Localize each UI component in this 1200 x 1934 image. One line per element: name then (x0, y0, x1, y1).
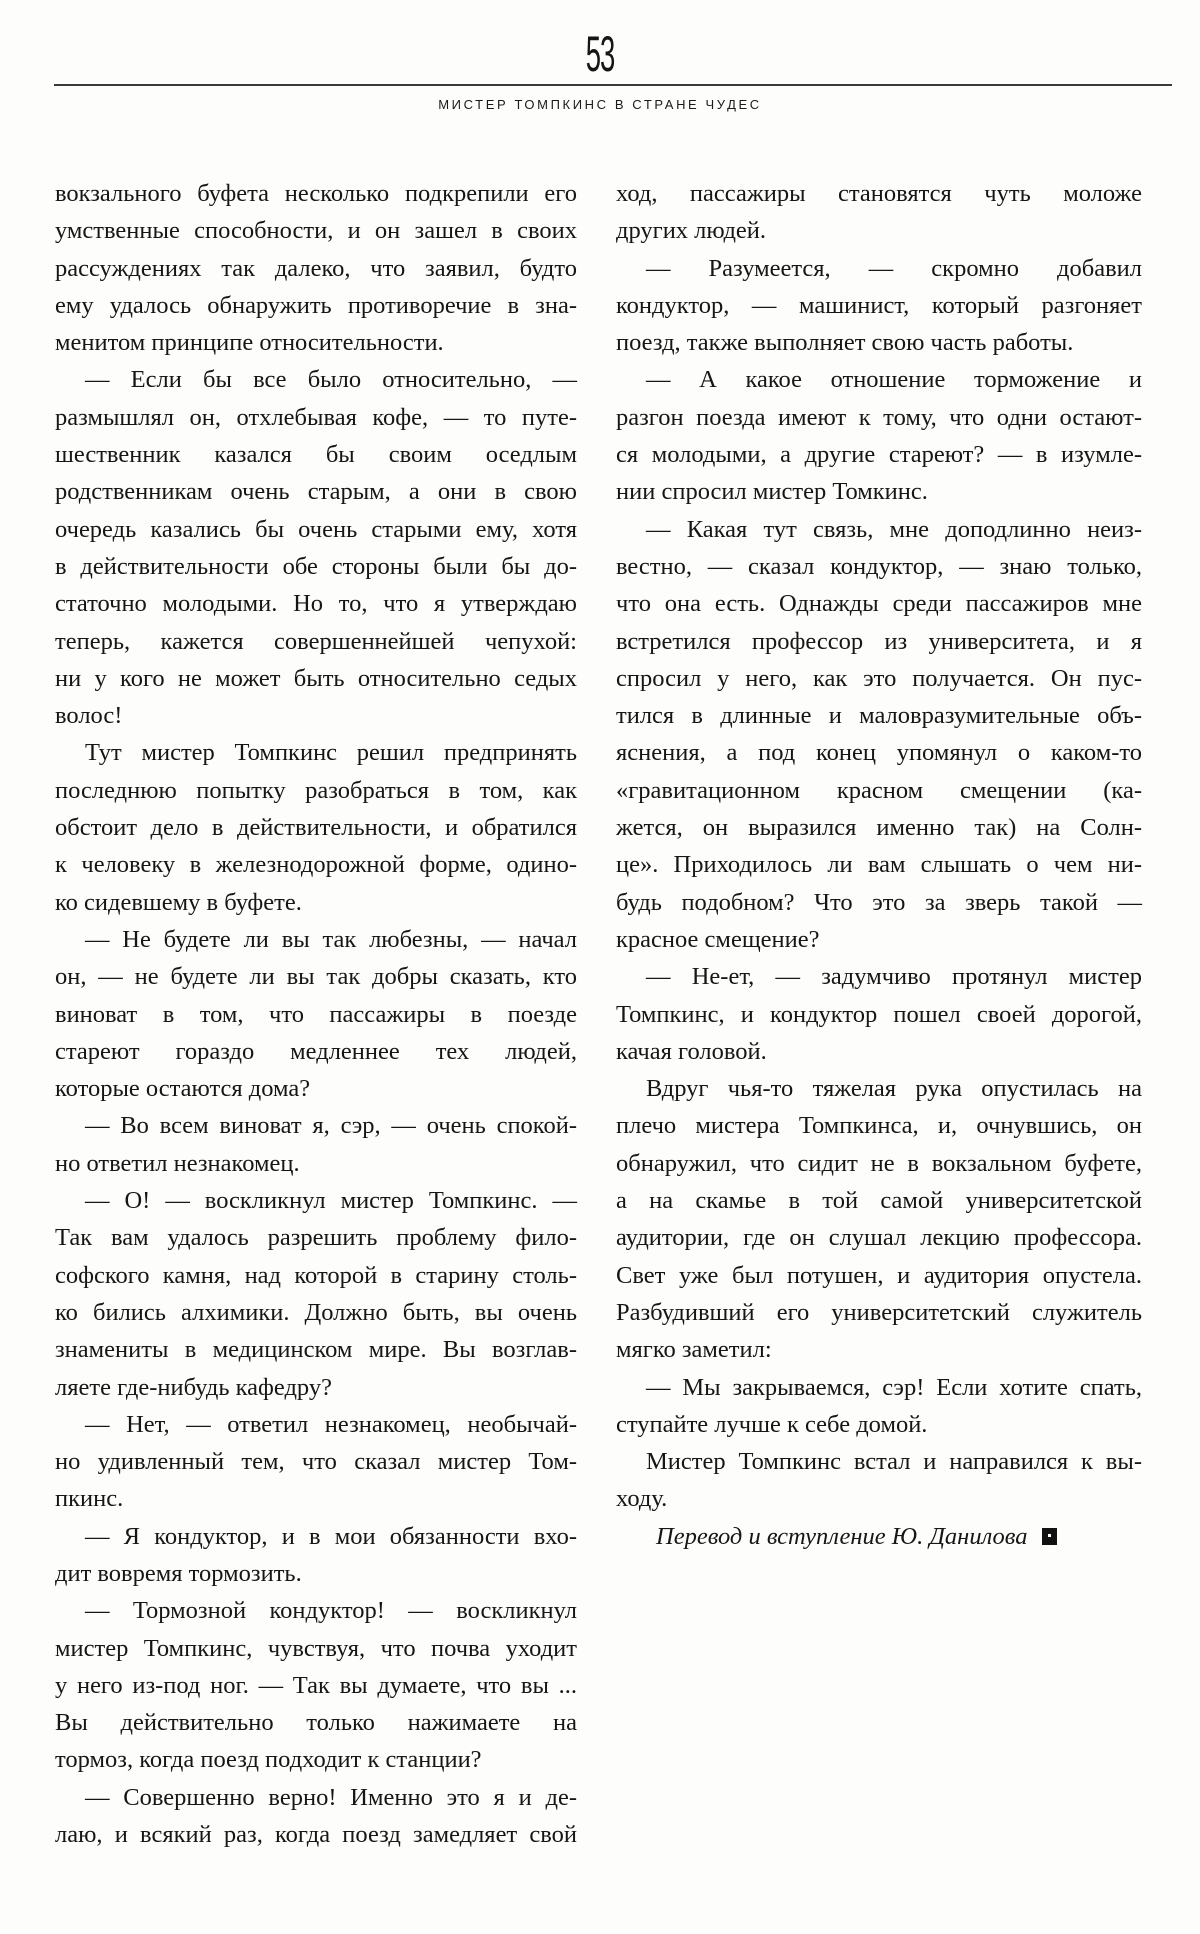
text-line: знамениты в медицинском мире. Вы возглав- (55, 1336, 577, 1364)
text-line: поезд, также выполняет свою часть работы. (616, 329, 1074, 357)
text-line: будь подобном? Что это за зверь такой — (616, 888, 1142, 916)
text-line: ляете где-нибудь кафедру? (55, 1373, 332, 1401)
translator-credit (616, 1518, 1142, 1555)
text-line: — Не будете ли вы так любезны, — начал (85, 925, 577, 953)
text-line: — Совершенно верно! Именно это я и де- (85, 1783, 577, 1811)
text-line: мягко заметил: (616, 1336, 772, 1364)
paragraph (616, 361, 1142, 510)
page-number: 53 (585, 26, 615, 82)
header-rule (54, 84, 1172, 86)
text-line: размышлял он, отхлебывая кофе, — то путе- (55, 403, 577, 431)
text-line: к человеку в железнодорожной форме, одино- (55, 851, 577, 879)
text-line: других людей. (616, 217, 767, 245)
text-line: — Разумеется, — скромно добавил (646, 254, 1142, 282)
text-line: обстоит дело в действительности, и обратился (55, 814, 577, 842)
text-line: ся молодыми, а другие стареют? — в изумле- (616, 441, 1142, 469)
text-line: лаю, и всякий раз, когда поезд замедляет свой (55, 1821, 577, 1849)
paragraph (616, 250, 1142, 362)
paragraph (616, 1369, 1142, 1444)
text-line: «гравитационном красном смещении (ка- (616, 776, 1142, 804)
paragraph (55, 734, 577, 920)
paragraph (55, 1779, 577, 1854)
paragraph (616, 1443, 1142, 1518)
text-line: ступайте лучше к себе домой. (616, 1410, 928, 1438)
text-line: — Нет, — ответил незнакомец, необычай- (85, 1410, 577, 1438)
paragraph (616, 958, 1142, 1070)
text-line: вокзального буфета несколько подкрепили его (55, 180, 577, 207)
text-line: Разбудивший его университетский служитель (616, 1298, 1142, 1326)
text-line: Вы действительно только нажимаете на (55, 1709, 577, 1737)
text-line: волос! (55, 702, 123, 730)
text-line: це». Приходилось ли вам слышать о чем ни- (616, 851, 1142, 879)
text-line: встретился профессор из университета, и я (616, 627, 1142, 655)
text-line: но ответил незнакомец. (55, 1149, 300, 1177)
text-line: плечо мистера Томпкинса, и, очнувшись, он (616, 1112, 1142, 1140)
text-line: ко бились алхимики. Должно быть, вы очень (55, 1298, 577, 1326)
text-line: нии спросил мистер Томкинс. (616, 478, 928, 506)
paragraph (55, 1406, 577, 1518)
text-line: софского камня, над которой в старину столь- (55, 1261, 577, 1289)
text-line: у него из-под ног. — Так вы думаете, что вы ... (55, 1671, 577, 1699)
text-line: кондуктор, — машинист, который разгоняет (616, 291, 1142, 319)
text-line: ход, пассажиры становятся чуть моложе (616, 180, 1142, 207)
left-column (55, 175, 577, 1853)
text-line: — Если бы все было относительно, — (85, 366, 577, 394)
text-line: — А какое отношение торможение и (646, 366, 1142, 394)
paragraph (55, 1182, 577, 1406)
text-line: разгон поезда имеют к тому, что одни остают- (616, 403, 1142, 431)
text-line: последнюю попытку разобраться в том, как (55, 776, 577, 804)
text-line: тился в длинные и маловразумительные объ- (616, 702, 1142, 730)
paragraph (616, 175, 1142, 250)
text-line: но удивленный тем, что сказал мистер Том- (55, 1448, 577, 1476)
text-line: — Во всем виноват я, сэр, — очень спокой- (85, 1112, 577, 1140)
paragraph (55, 921, 577, 1107)
text-line: умственные способности, и он зашел в своих (55, 217, 577, 245)
text-line: Свет уже был потушен, и аудитория опустела. (616, 1261, 1142, 1289)
credit-text: Перевод и вступление Ю. Данилова (656, 1522, 1028, 1550)
text-line: родственникам очень старым, а они в свою (55, 478, 577, 506)
text-line: красное смещение? (616, 925, 820, 953)
text-line: жется, он выразился именно так) на Солн- (616, 814, 1142, 842)
text-line: качая головой. (616, 1037, 767, 1065)
text-line: Вдруг чья-то тяжелая рука опустилась на (646, 1075, 1142, 1103)
text-line: Томпкинс, и кондуктор пошел своей дорогой, (616, 1000, 1142, 1028)
text-line: пкинс. (55, 1485, 124, 1513)
text-line: очередь казались бы очень старыми ему, хотя (55, 515, 577, 543)
text-line: ему удалось обнаружить противоречие в зна- (55, 291, 577, 319)
text-line: — Тормозной кондуктор! — воскликнул (85, 1597, 577, 1625)
text-line: Так вам удалось разрешить проблему фило- (55, 1224, 577, 1252)
text-line: — Мы закрываемся, сэр! Если хотите спать, (646, 1373, 1142, 1401)
text-line: обнаружил, что сидит не в вокзальном буфете, (616, 1149, 1142, 1177)
text-line: которые остаются дома? (55, 1075, 311, 1103)
text-line: тормоз, когда поезд подходит к станции? (55, 1746, 482, 1774)
text-line: он, — не будете ли вы так добры сказать, кто (55, 963, 577, 991)
text-line: теперь, кажется совершеннейшей чепухой: (55, 627, 577, 655)
text-line: — Не-ет, — задумчиво протянул мистер (646, 963, 1142, 991)
text-line: — Какая тут связь, мне доподлинно неиз- (646, 515, 1142, 543)
paragraph (55, 1518, 577, 1593)
text-line: вестно, — сказал кондуктор, — знаю только, (616, 552, 1142, 580)
paragraph (55, 1107, 577, 1182)
paragraph (55, 361, 577, 734)
text-line: что она есть. Однажды среди пассажиров мне (616, 590, 1142, 618)
text-line: виноват в том, что пассажиры в поезде (55, 1000, 577, 1028)
text-line: в действительности обе стороны были бы до- (55, 552, 577, 580)
text-line: менитом принципе относительности. (55, 329, 444, 357)
text-line: дит вовремя тормозить. (55, 1559, 302, 1587)
end-mark-icon (1042, 1528, 1057, 1545)
paragraph (55, 1592, 577, 1778)
text-line: — Я кондуктор, и в мои обязанности вхо- (85, 1522, 577, 1550)
text-line: а на скамье в той самой университетской (616, 1187, 1142, 1215)
text-line: рассуждениях так далеко, что заявил, будто (55, 254, 577, 282)
text-line: Мистер Томпкинс встал и направился к вы- (646, 1448, 1142, 1476)
paragraph (616, 511, 1142, 959)
text-line: мистер Томпкинс, чувствуя, что почва уходит (55, 1634, 577, 1662)
text-line: яснения, а под конец упомянул о каком-то (616, 739, 1142, 767)
right-column (616, 175, 1142, 1555)
text-line: — О! — воскликнул мистер Томпкинс. — (85, 1187, 577, 1215)
text-line: статочно молодыми. Но то, что я утверждаю (55, 590, 577, 618)
text-line: шественник казался бы своим оседлым (55, 441, 577, 469)
paragraph (616, 1070, 1142, 1368)
text-line: спросил у него, как это получается. Он пус- (616, 664, 1142, 692)
paragraph (55, 175, 577, 361)
text-line: ко сидевшему в буфете. (55, 888, 302, 916)
text-line: ходу. (616, 1485, 668, 1513)
running-title: МИСТЕР ТОМПКИНС В СТРАНЕ ЧУДЕС (438, 97, 762, 112)
text-line: аудитории, где он слушал лекцию профессора. (616, 1224, 1142, 1252)
text-line: стареют гораздо медленнее тех людей, (55, 1037, 577, 1065)
text-line: ни у кого не может быть относительно седых (55, 664, 577, 692)
text-line: Тут мистер Томпкинс решил предпринять (85, 739, 577, 767)
